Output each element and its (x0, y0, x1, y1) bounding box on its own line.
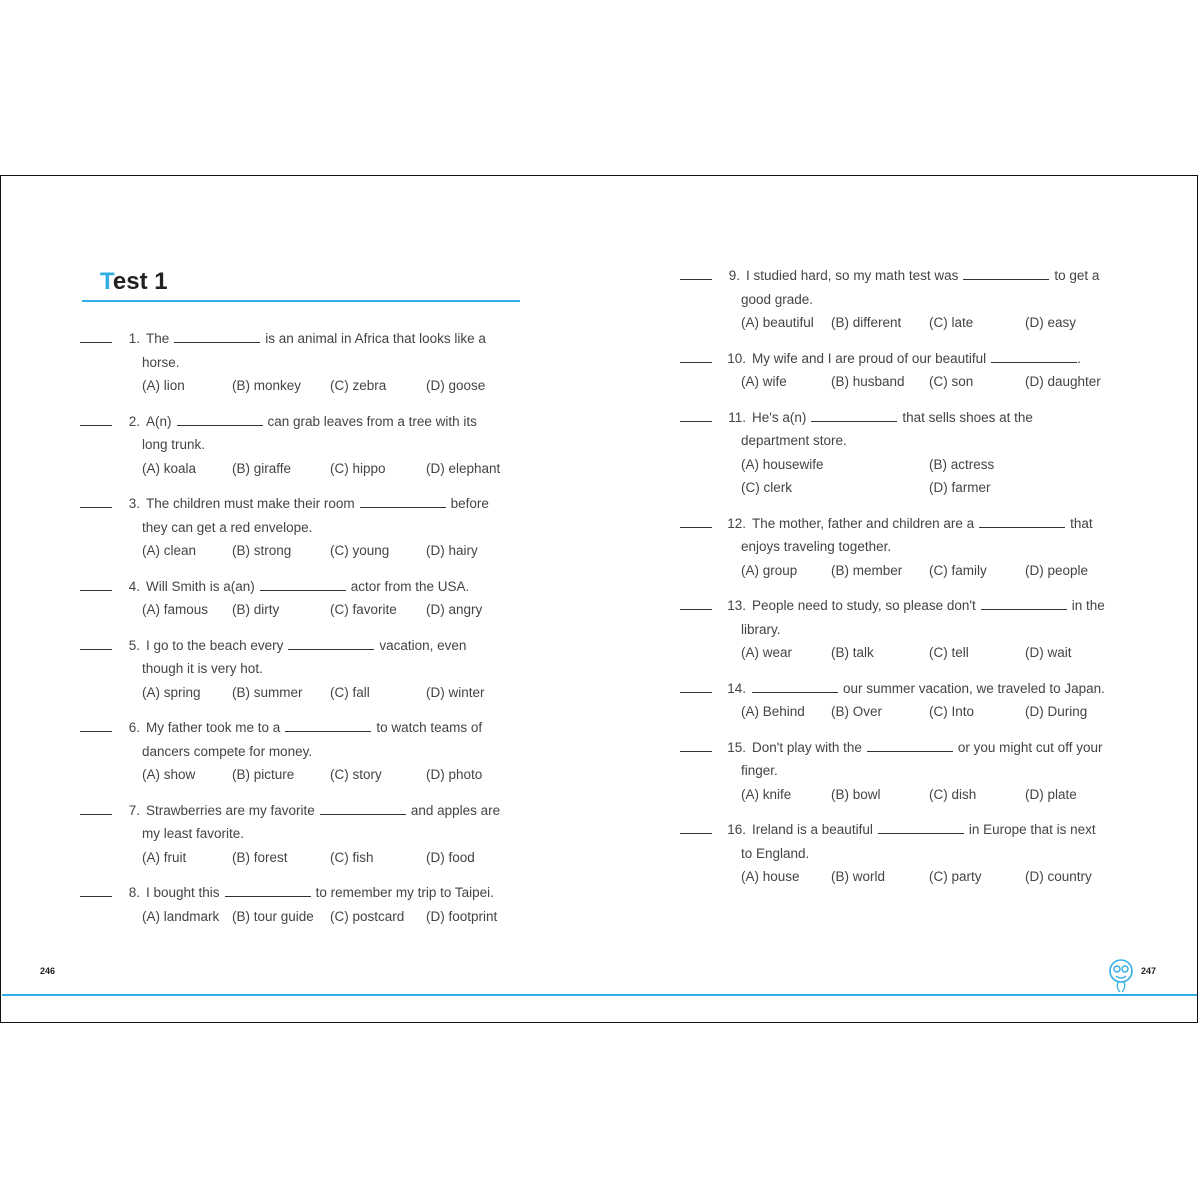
option-c: (C) zebra (330, 378, 387, 393)
stem-text-before: A(n) (146, 413, 172, 429)
fill-blank (811, 409, 897, 422)
options (680, 865, 1120, 889)
page-number-left: 246 (40, 966, 56, 976)
stem-text-after: or you might cut off your (957, 739, 1103, 755)
answer-blank[interactable] (680, 513, 712, 528)
stem-text-after: in Europe that is next (968, 822, 1096, 837)
option-a: (A) house (741, 869, 800, 884)
option-b: (B) summer (232, 684, 303, 700)
answer-blank[interactable] (680, 348, 712, 363)
options (80, 539, 520, 563)
option-d: (D) During (1025, 704, 1088, 719)
option-b: (B) talk (831, 645, 874, 660)
fill-blank (979, 515, 1065, 528)
stem-text-after: is an animal in Africa that looks like a (265, 331, 486, 346)
options (680, 453, 1120, 500)
question-stem (752, 677, 1120, 701)
test-title (100, 268, 168, 296)
question-stem (752, 594, 1120, 618)
question-number: 11. (728, 409, 746, 425)
stem-continuation: horse. (142, 354, 180, 370)
option-d: (D) photo (426, 767, 483, 782)
answer-blank[interactable] (80, 328, 112, 343)
options (80, 846, 520, 870)
option-a: (A) famous (142, 602, 209, 617)
question-number: 1. (128, 331, 140, 346)
answer-blank[interactable] (80, 576, 112, 591)
option-c: (C) tell (929, 645, 969, 660)
right-column (680, 264, 1120, 901)
option-b: (B) tour guide (232, 908, 314, 924)
question-stem (146, 575, 520, 599)
option-d: (D) plate (1025, 786, 1077, 802)
option-b: (B) giraffe (232, 460, 292, 476)
title-underline (82, 300, 520, 302)
option-a: (A) wear (741, 645, 793, 660)
option-c: (C) young (330, 543, 390, 558)
answer-blank[interactable] (80, 717, 112, 732)
option-b: (B) Over (831, 704, 883, 719)
question-13 (680, 594, 1120, 665)
mascot-logo-icon (1106, 956, 1136, 996)
option-d: (D) winter (426, 684, 485, 700)
option-c: (C) fish (330, 849, 374, 865)
option-b: (B) husband (831, 374, 905, 389)
option-d: (D) elephant (426, 460, 501, 476)
option-c: (C) postcard (330, 908, 405, 924)
fill-blank (867, 739, 953, 752)
stem-continuation: my least favorite. (142, 826, 245, 841)
question-1 (80, 327, 520, 398)
question-16 (680, 818, 1120, 889)
answer-blank[interactable] (680, 595, 712, 610)
stem-continuation: department store. (741, 433, 847, 448)
stem-text-after: in the (1071, 598, 1105, 613)
option-b: (B) picture (232, 767, 295, 782)
question-stem (146, 716, 520, 740)
question-4 (80, 575, 520, 622)
question-stem (752, 406, 1120, 430)
question-7 (80, 799, 520, 870)
question-12 (680, 512, 1120, 583)
question-number: 10. (727, 350, 746, 366)
answer-blank[interactable] (680, 819, 712, 834)
question-number: 4. (128, 578, 140, 594)
answer-blank[interactable] (680, 737, 712, 752)
fill-blank (991, 350, 1077, 363)
options (80, 374, 520, 398)
stem-text-after: can grab leaves from a tree with its (267, 413, 477, 429)
answer-blank[interactable] (680, 678, 712, 693)
stem-text-after: vacation, even (379, 637, 467, 653)
option-a: (A) koala (142, 460, 197, 476)
stem-text-before: The (146, 331, 170, 346)
option-d: (D) easy (1025, 315, 1077, 330)
stem-text-after: and apples are (410, 802, 501, 818)
option-c: (C) hippo (330, 460, 386, 476)
title-accent-letter: T (100, 268, 113, 295)
stem-continuation: dancers compete for money. (142, 743, 313, 759)
stem-continuation: they can get a red envelope. (142, 519, 313, 535)
option-a: (A) fruit (142, 849, 187, 865)
question-stem (746, 264, 1120, 288)
options (80, 457, 520, 481)
question-15 (680, 736, 1120, 807)
stem-text-before: My wife and I are proud of our beautiful (752, 350, 987, 366)
stem-continuation: enjoys traveling together. (741, 539, 892, 554)
option-d: (D) footprint (426, 908, 498, 924)
options (680, 700, 1120, 724)
options (680, 783, 1120, 807)
option-a: (A) spring (142, 684, 201, 700)
option-c: (C) favorite (330, 602, 397, 617)
fill-blank (320, 802, 406, 815)
stem-text-before: I go to the beach every (146, 637, 284, 653)
option-a: (A) show (142, 767, 196, 782)
question-number: 6. (128, 720, 140, 735)
option-d: (D) food (426, 849, 475, 865)
option-c: (C) late (929, 315, 974, 330)
stem-text-before: Strawberries are my favorite (146, 802, 315, 818)
question-number: 2. (128, 413, 140, 429)
fill-blank (288, 637, 374, 650)
stem-text-after: before (450, 496, 489, 511)
option-b: (B) dirty (232, 602, 280, 617)
stem-continuation: though it is very hot. (142, 661, 263, 676)
question-stem (146, 634, 520, 658)
stem-continuation: long trunk. (142, 437, 206, 452)
option-a: (A) clean (142, 543, 197, 558)
answer-blank[interactable] (80, 493, 112, 508)
question-9 (680, 264, 1120, 335)
fill-blank (963, 267, 1049, 280)
question-2 (80, 410, 520, 481)
option-d: (D) hairy (426, 543, 478, 558)
question-stem (752, 818, 1120, 842)
option-b: (B) member (831, 562, 903, 578)
fill-blank (878, 821, 964, 834)
footer-rule (2, 994, 1197, 996)
stem-text-after: that sells shoes at the (902, 409, 1033, 425)
option-a: (A) wife (741, 374, 787, 389)
stem-text-before: My father took me to a (146, 720, 281, 735)
answer-blank[interactable] (680, 265, 712, 280)
question-stem (752, 347, 1120, 371)
answer-blank[interactable] (80, 882, 112, 897)
option-a: (A) Behind (741, 704, 805, 719)
stem-text-after: to get a (1054, 268, 1100, 283)
option-b: (B) monkey (232, 378, 302, 393)
fill-blank (260, 578, 346, 591)
fill-blank (285, 719, 371, 732)
option-c: (C) Into (929, 704, 975, 719)
option-a: (A) beautiful (741, 315, 814, 330)
question-stem (146, 881, 520, 905)
question-6 (80, 716, 520, 787)
option-a: (A) group (741, 562, 798, 578)
question-number: 12. (727, 515, 746, 531)
question-number: 8. (128, 885, 140, 900)
question-stem (146, 799, 520, 823)
stem-text-after: . (1077, 350, 1081, 366)
options (680, 641, 1120, 665)
option-d: (D) people (1025, 562, 1089, 578)
stem-continuation: to England. (741, 845, 810, 861)
option-d: (D) wait (1025, 645, 1072, 660)
option-a: (A) lion (142, 378, 185, 393)
question-number: 5. (128, 637, 140, 653)
stem-text-before: Will Smith is a(an) (146, 578, 255, 594)
question-stem (146, 410, 520, 434)
option-d: (D) country (1025, 869, 1092, 884)
stem-continuation: good grade. (741, 291, 814, 307)
options (80, 681, 520, 705)
answer-blank[interactable] (680, 407, 712, 422)
option-c: (C) family (929, 562, 987, 578)
options (80, 598, 520, 622)
question-number: 9. (728, 268, 740, 283)
stem-text-before: The mother, father and children are a (752, 515, 975, 531)
question-5 (80, 634, 520, 705)
question-number: 16. (727, 822, 746, 837)
option-c: (C) clerk (741, 480, 792, 495)
option-b: (B) forest (232, 849, 288, 865)
fill-blank (225, 884, 311, 897)
options (80, 763, 520, 787)
option-d: (D) goose (426, 378, 486, 393)
question-number: 14. (727, 680, 746, 696)
stem-text-after: to watch teams of (376, 720, 483, 735)
option-c: (C) son (929, 374, 974, 389)
option-d: (D) daughter (1025, 374, 1101, 389)
option-c: (C) party (929, 869, 982, 884)
stem-text-before: Don't play with the (752, 739, 862, 755)
fill-blank (752, 680, 838, 693)
question-stem (146, 492, 520, 516)
option-a: (A) landmark (142, 908, 220, 924)
answer-blank[interactable] (80, 635, 112, 650)
stem-continuation: finger. (741, 763, 778, 778)
page-number-right: 247 (1141, 966, 1157, 976)
fill-blank (360, 495, 446, 508)
question-number: 15. (727, 739, 746, 755)
options (680, 370, 1120, 394)
question-8 (80, 881, 520, 928)
option-b: (B) different (831, 315, 902, 330)
stem-text-before: Ireland is a beautiful (752, 822, 873, 837)
stem-text-before: I bought this (146, 885, 220, 900)
option-b: (B) world (831, 869, 886, 884)
option-b: (B) bowl (831, 786, 881, 802)
question-stem (752, 736, 1120, 760)
left-column (80, 327, 520, 940)
option-d: (D) angry (426, 602, 483, 617)
question-number: 13. (727, 598, 746, 613)
question-14 (680, 677, 1120, 724)
fill-blank (174, 330, 260, 343)
stem-text-after: our summer vacation, we traveled to Japan. (843, 680, 1105, 696)
fill-blank (981, 597, 1067, 610)
option-c: (C) dish (929, 786, 977, 802)
stem-text-after: actor from the USA. (350, 578, 470, 594)
stem-text-after: to remember my trip to Taipei. (315, 885, 494, 900)
options (680, 559, 1120, 583)
stem-continuation: library. (741, 621, 781, 637)
question-10 (680, 347, 1120, 394)
option-b: (B) actress (929, 456, 995, 472)
title-number: 1 (154, 268, 168, 295)
answer-blank[interactable] (80, 411, 112, 426)
option-a: (A) housewife (741, 456, 824, 472)
stem-text-before: The children must make their room (146, 496, 355, 511)
question-stem (146, 327, 520, 351)
option-c: (C) story (330, 767, 382, 782)
answer-blank[interactable] (80, 800, 112, 815)
question-number: 7. (128, 802, 140, 818)
question-stem (752, 512, 1120, 536)
stem-text-before: I studied hard, so my math test was (746, 268, 959, 283)
title-word: est (112, 268, 148, 295)
stem-text-before: He's a(n) (752, 409, 807, 425)
question-number: 3. (128, 496, 140, 511)
question-3 (80, 492, 520, 563)
options (80, 905, 520, 929)
fill-blank (177, 413, 263, 426)
question-11 (680, 406, 1120, 500)
option-d: (D) farmer (929, 480, 991, 495)
option-b: (B) strong (232, 543, 292, 558)
stem-text-before: People need to study, so please don't (752, 598, 976, 613)
option-c: (C) fall (330, 684, 370, 700)
stem-text-after: that (1070, 515, 1093, 531)
option-a: (A) knife (741, 786, 792, 802)
options (680, 311, 1120, 335)
